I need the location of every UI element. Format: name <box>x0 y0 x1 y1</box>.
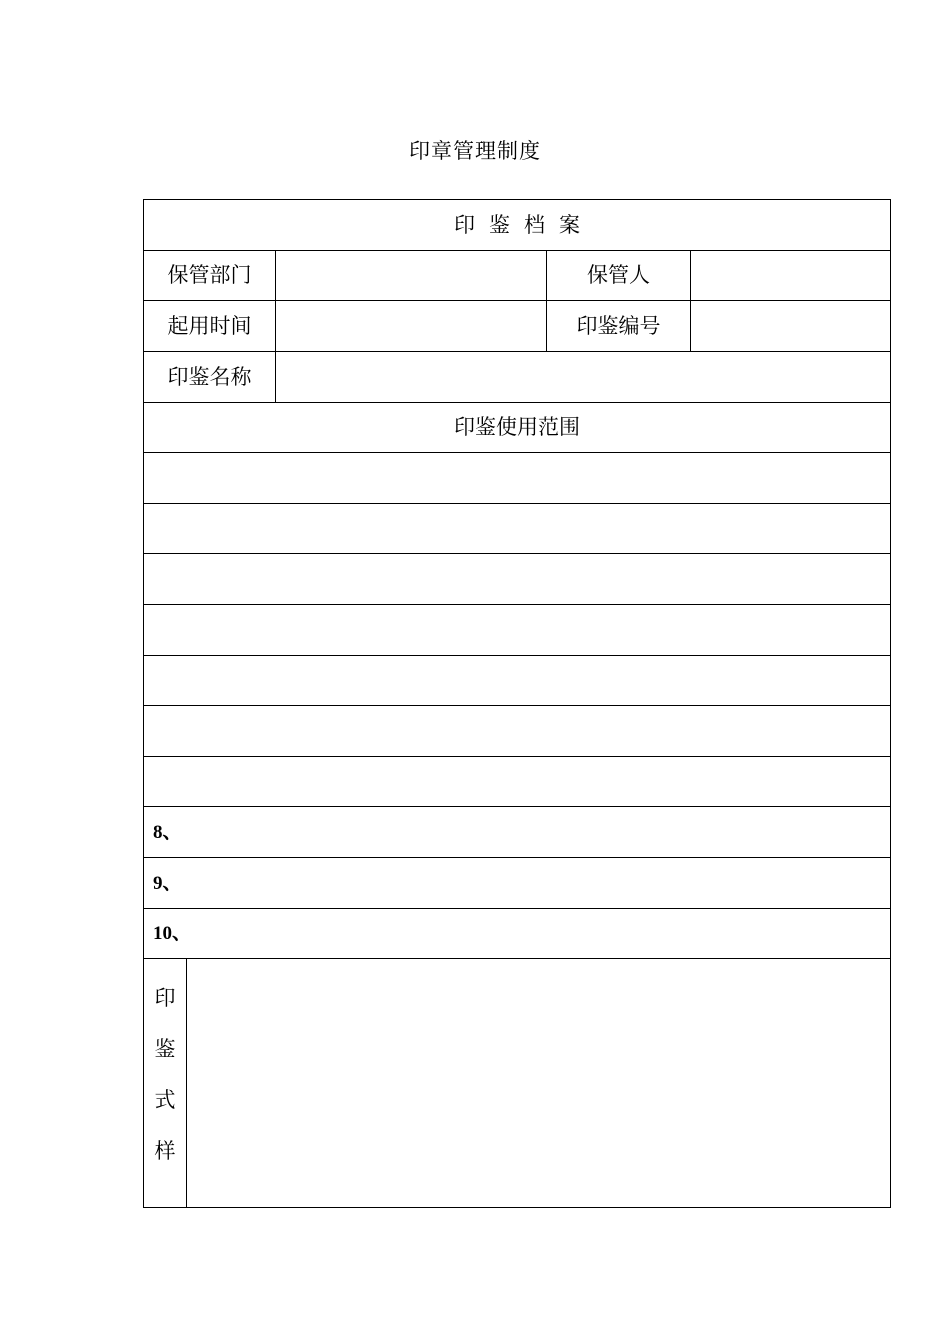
seal-sample-label-char: 鉴 <box>154 1037 176 1061</box>
start-date-label: 起用时间 <box>167 313 252 338</box>
start-date-value-field[interactable] <box>276 301 546 351</box>
usage-scope-header: 印鉴使用范围 <box>454 415 580 439</box>
usage-scope-item[interactable]: 9、 <box>153 872 182 894</box>
seal-sample-area[interactable] <box>187 959 890 1207</box>
seal-number-label: 印鉴编号 <box>576 313 661 338</box>
dept-value-field[interactable] <box>276 251 546 300</box>
seal-sample-label <box>144 959 186 1208</box>
form-header: 印鉴档案 <box>454 212 594 237</box>
usage-scope-item[interactable] <box>144 757 890 806</box>
usage-scope-item[interactable]: 10、 <box>153 923 192 944</box>
seal-number-value-field[interactable] <box>691 301 890 351</box>
document-title: 印章管理制度 <box>409 139 541 163</box>
keeper-label: 保管人 <box>587 263 650 287</box>
seal-sample-label-char: 样 <box>154 1139 176 1163</box>
usage-scope-item[interactable] <box>144 656 890 705</box>
seal-sample-label-char: 式 <box>154 1088 176 1112</box>
seal-name-value-field[interactable] <box>276 352 890 402</box>
seal-sample-label-char: 印 <box>154 986 176 1010</box>
seal-record-form <box>143 199 891 1208</box>
keeper-value-field[interactable] <box>691 251 890 300</box>
usage-scope-item[interactable] <box>144 605 890 655</box>
dept-label: 保管部门 <box>167 263 252 287</box>
usage-scope-item[interactable] <box>144 554 890 604</box>
usage-scope-item[interactable] <box>144 706 890 756</box>
usage-scope-item[interactable] <box>144 504 890 553</box>
usage-scope-item[interactable] <box>144 453 890 503</box>
seal-name-label: 印鉴名称 <box>167 364 252 389</box>
usage-scope-item[interactable]: 8、 <box>153 821 182 843</box>
